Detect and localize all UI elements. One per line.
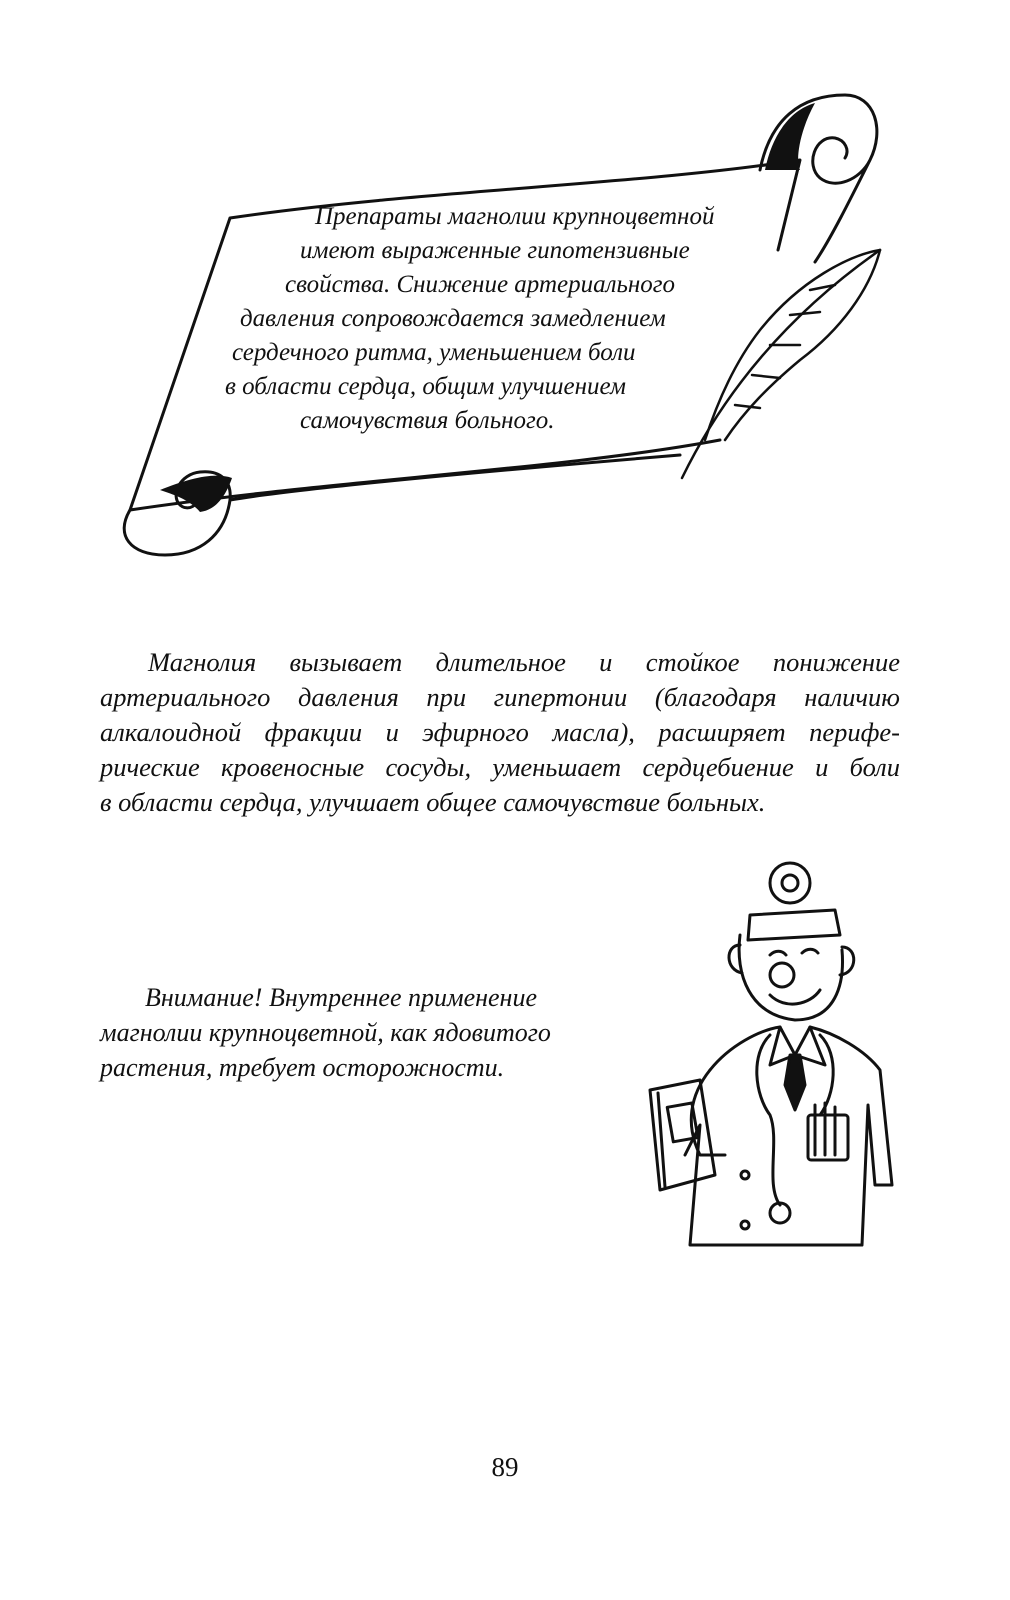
scroll-line: сердечного ритма, уменьшением боли (232, 339, 636, 366)
doctor-head (739, 935, 842, 1020)
paragraph-line: в области сердца, улучшает общее самочувствие больных. (100, 787, 766, 817)
warning-line: магнолии крупноцветной, как ядовитого (100, 1018, 551, 1047)
head-mirror-icon (770, 863, 810, 903)
scroll-line: в области сердца, общим улучшением (225, 373, 626, 400)
paragraph-line: артериального давления при гипертонии (благодаря наличию (100, 682, 900, 712)
page-number: 89 (491, 1452, 519, 1482)
scroll-line: Препараты магнолии крупноцветной (315, 203, 715, 230)
scroll-bottom-shadow (160, 476, 232, 512)
scroll-line: свойства. Снижение артериального (285, 271, 676, 298)
paragraph-line: алкалоидной фракции и эфирного масла), расширяет перифе- (100, 717, 900, 747)
doctor-illustration (630, 855, 900, 1255)
scroll-line: давления сопровождается замедлением (240, 305, 666, 332)
scroll-text (200, 200, 840, 438)
warning-note (100, 980, 620, 1085)
paragraph-line: рические кровеносные сосуды, уменьшает сердцебиение и боли (100, 752, 900, 782)
body-paragraph (100, 645, 900, 820)
scroll-line: самочувствия больного. (300, 407, 555, 434)
warning-line: Внимание! Внутреннее применение (145, 983, 537, 1012)
warning-line: растения, требует осторожности. (100, 1053, 505, 1082)
paragraph-line: Магнолия вызывает длительное и стойкое понижение (148, 647, 900, 677)
scroll-line: имеют выраженные гипотензивные (300, 237, 690, 264)
